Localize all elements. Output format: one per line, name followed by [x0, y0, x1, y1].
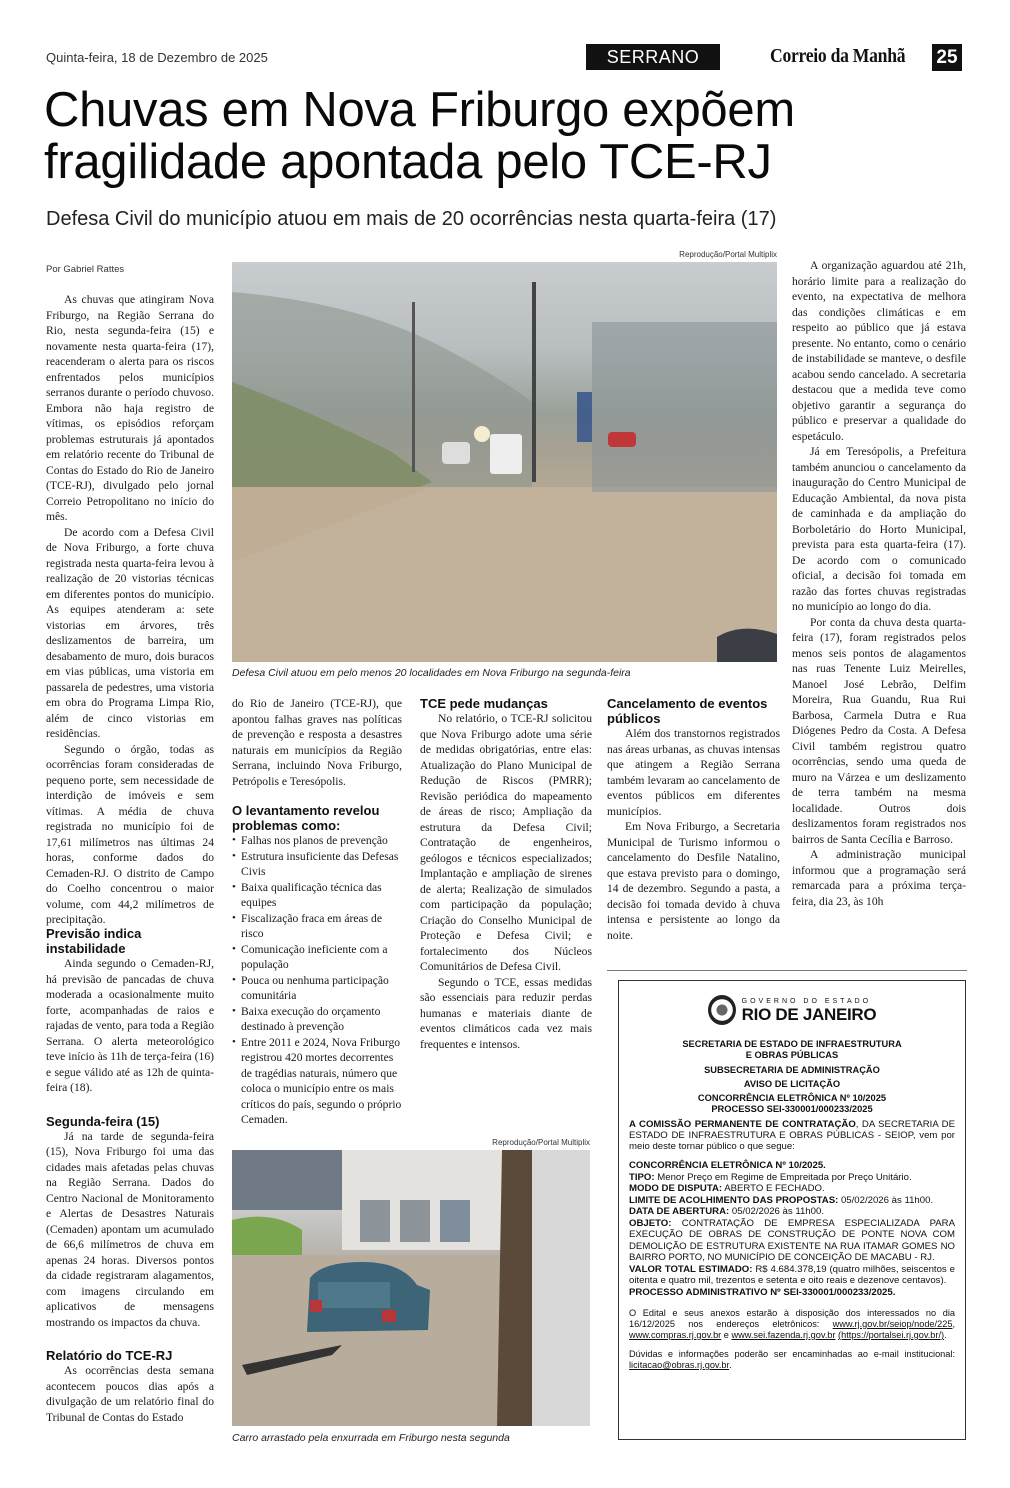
- ad-tipo-value: Menor Preço em Regime de Empreitada por Preço Unitário.: [654, 1171, 912, 1183]
- paragraph: Por conta da chuva desta quarta-feira (17), foram registrados pelos menos seis pontos de alagamentos nas ruas Tenente Luiz Meirelles, Manoel José Lebrão, Delfim Moreira, Rua Guandu, Rua Rui Barbosa, Carmela Dutra e Rua Diógenes Pedro da Costa. A Defesa Civil também registrou quatro ocorrências, sendo uma queda de muro na Várzea e um deslizamento de terra também na mesma localidade. Outros dois deslizamentos foram registrados nos bairros de Santa Cecília e Barroso.: [792, 615, 966, 846]
- email-link[interactable]: licitacao@obras.rj.gov.br: [629, 1360, 730, 1370]
- photo-credit: Reprodução/Portal Multiplix: [679, 250, 777, 259]
- ad-limite-label: LIMITE DE ACOLHIMENTO DAS PROPOSTAS:: [629, 1194, 839, 1206]
- list-item: • Entre 2011 e 2024, Nova Friburgo registrou 420 mortes decorrentes de tragédias naturais, número que coloca o município entre os mais críticos do país, segundo o próprio Cemaden.: [232, 1035, 402, 1128]
- link-portalsei[interactable]: (https://portalsei.rj.gov.br/): [838, 1330, 945, 1340]
- flooded-street-photo: [232, 262, 777, 662]
- ad-abertura-label: DATA DE ABERTURA:: [629, 1206, 730, 1217]
- article-column-4: [607, 696, 780, 943]
- article-column-1: [46, 292, 214, 928]
- ad-edital-text: O Edital e seus anexos estarão à disposição dos interessados no dia 16/12/2025 nos endereços eletrônicos:: [629, 1308, 955, 1329]
- ad-concorrencia-line: CONCORRÊNCIA ELETRÔNICA Nº 10/2025.: [629, 1160, 826, 1171]
- paragraph: As chuvas que atingiram Nova Friburgo, na Região Serrana do Rio, nesta segunda-feira (15) e novamente nesta quarta-feira (17), reacenderam o alerta para os riscos enfrentados pelos municípios serranos durante o período chuvoso. Embora não haja registro de vítimas, os episódios reforçam problemas estruturais já apontados em relatório recente do Tribunal de Contas do Estado do Rio de Janeiro (TCE-RJ), divulgado pelo jornal Correio Petropolitano no início do mês.: [46, 293, 214, 523]
- subheading-relatorio: Relatório do TCE-RJ: [46, 1348, 173, 1363]
- headline: Chuvas em Nova Friburgo expõem fragilidade apontada pelo TCE-RJ: [44, 83, 795, 189]
- car-in-flood-photo: [232, 1150, 590, 1426]
- ad-intro-bold: A COMISSÃO PERMANENTE DE CONTRATAÇÃO: [629, 1119, 856, 1130]
- public-notice-ad: [618, 980, 966, 1440]
- subheading-cancelamento: Cancelamento de eventos públicos: [607, 696, 768, 726]
- logo-top-text: GOVERNO DO ESTADO: [741, 997, 872, 1005]
- flooded-street-illustration: [232, 262, 777, 662]
- paragraph: A organização aguardou até 21h, horário limite para a realização do evento, na expectativa de melhora das condições climáticas e em respeito ao público que já estava presente. No entanto, como o cenário de instabilidade se manteve, o desfile acabou sendo cancelado. A secretaria destacou que a medida teve como objetivo garantir a segurança do público e preservar a qualidade do espetáculo.: [792, 259, 966, 443]
- paragraph: do Rio de Janeiro (TCE-RJ), que apontou falhas graves nas políticas de prevenção e resposta a desastres naturais em municípios da Região Serrana, incluindo Nova Friburgo, Petrópolis e Teresópolis.: [232, 697, 402, 788]
- ad-notice-title: AVISO DE LICITAÇÃO: [743, 1079, 841, 1089]
- link-compras[interactable]: www.compras.rj.gov.br: [629, 1330, 722, 1340]
- subheading-tce: TCE pede mudanças: [420, 696, 548, 711]
- ad-intro: [629, 1119, 955, 1152]
- photo-credit: Reprodução/Portal Multiplix: [492, 1138, 590, 1147]
- byline: Por Gabriel Rattes: [46, 264, 125, 275]
- paragraph: De acordo com a Defesa Civil de Nova Friburgo, a forte chuva registrada nesta quarta-feira levou à realização de 20 vistorias técnicas em diferentes pontos do município. As equipes atenderam a: sete vistorias em árvores, três deslizamentos de barreira, um desabamento de muro, dois buracos em vias públicas, uma vistoria em passarela de pedestres, uma vistoria em obra do Programa Limpa Rio, além de cinco vistorias em residências.: [46, 525, 214, 740]
- link-sei-fazenda[interactable]: www.sei.fazenda.rj.gov.br: [731, 1330, 836, 1340]
- ad-processo-line: PROCESSO ADMINISTRATIVO Nº SEI-330001/000233/2025.: [629, 1286, 896, 1298]
- ad-limite-value: 05/02/2026 às 11h00.: [838, 1194, 934, 1206]
- subheadline: Defesa Civil do município atuou em mais de 20 ocorrências nesta quarta-feira (17): [46, 208, 777, 230]
- edition-date: Quinta-feira, 18 de Dezembro de 2025: [46, 50, 268, 65]
- article-column-5: [792, 258, 966, 909]
- logo-main-text: RIO DE JANEIRO: [741, 1004, 877, 1024]
- problems-list: [232, 833, 402, 1128]
- paragraph: No relatório, o TCE-RJ solicitou que Nova Friburgo adote uma série de medidas obrigatórias, entre elas: Atualização do Plano Municipal de Redução de Riscos (PMRR); Revisão periódica do mapeamento de áreas de risco; Ampliação da estrutura da Defesa Civil; Contratação de engenheiros, geólogos e técnicos especializados; Implantação e ampliação de sirenes de alerta; Realização de simulados com participação da população; Criação do Conselho Municipal de Proteção e Defesa Civil; e fortalecimento dos Núcleos Comunitários de Defesa Civil.: [420, 712, 592, 973]
- list-item: • Comunicação ineficiente com a população: [232, 942, 402, 973]
- list-item: • Fiscalização fraca em áreas de risco: [232, 911, 402, 942]
- paragraph: A administração municipal informou que a programação será remarcada para a próxima terça-feira, dia 23, às 10h: [792, 848, 966, 908]
- photo-caption: Defesa Civil atuou em pelo menos 20 localidades em Nova Friburgo na segunda-feira: [232, 667, 631, 679]
- paragraph: Já em Teresópolis, a Prefeitura também anunciou o cancelamento da inauguração do Centro Municipal de Educação Ambiental, da nova pista de caminhada e da ampliação do Borboletário do Horto Municipal, prevista para esta quarta-feira (17). De acordo com o comunicado oficial, a decisão foi tomada em razão das fortes chuvas registradas no município ao longo do dia.: [792, 445, 966, 613]
- ad-processo: PROCESSO SEI-330001/000233/2025: [711, 1104, 873, 1114]
- ad-valor-label: VALOR TOTAL ESTIMADO:: [629, 1263, 753, 1275]
- link-seiop[interactable]: www.rj.gov.br/seiop/node/225: [832, 1319, 953, 1329]
- paragraph: Já na tarde de segunda-feira (15), Nova Friburgo foi uma das cidades mais afetadas pelas chuvas na Região Serrana. Dados do Centro Nacional de Monitoramento e Alertas de Desastres Naturais (Cemaden) apontam um acumulado de 66,6 milímetros de chuva em apenas 24 horas. Diversos pontos da cidade registraram alagamentos, com imagens circulando em aplicativos de mensagens mostrando os impactos da chuva.: [46, 1129, 214, 1329]
- photo-caption: Carro arrastado pela enxurrada em Friburgo nesta segunda: [232, 1432, 510, 1444]
- subheading-previsao: Previsão indica instabilidade: [46, 926, 142, 956]
- rj-government-logo: [629, 995, 955, 1025]
- ad-modo-value: ABERTO E FECHADO.: [722, 1183, 825, 1194]
- ad-tipo-label: TIPO:: [629, 1171, 655, 1183]
- ad-objeto-value: CONTRATAÇÃO DE EMPRESA ESPECIALIZADA PARA EXECUÇÃO DE OBRAS DE CONSTRUÇÃO DE PONTE NOVA COM DEMOLIÇÃO DE ESTRUTURA EXISTENTE NA RUA ITAMAR GOMES NO BAIRRO PORTO, NO MUNICÍPIO DE CONCEIÇÃO DE MACABU - RJ.: [629, 1217, 955, 1263]
- paragraph: Segundo o TCE, essas medidas são essenciais para reduzir perdas humanas e materiais diante de eventos climáticos cada vez mais frequentes e intensos.: [420, 975, 592, 1051]
- list-item: • Estrutura insuficiente das Defesas Civis: [232, 849, 402, 880]
- paragraph: As ocorrências desta semana acontecem poucos dias após a divulgação de um relatório final do Tribunal de Contas do Estado: [46, 1364, 214, 1424]
- ad-objeto-label: OBJETO:: [629, 1217, 672, 1229]
- ad-duvidas: Dúvidas e informações poderão ser encaminhadas ao e-mail institucional: licitacao@obras.rj.gov.br.: [629, 1349, 955, 1370]
- newspaper-logo: Correio da Manhã: [770, 45, 906, 67]
- ad-divider: [607, 970, 967, 971]
- paragraph: Em Nova Friburgo, a Secretaria Municipal de Turismo informou o cancelamento do Desfile Natalino, que estava previsto para o domingo, 14 de dezembro. Segundo a pasta, a decisão foi tomada devido à chuva intensa e persistente ao longo da noite.: [607, 820, 780, 942]
- ad-intro-rest: , DA SECRETARIA DE ESTADO DE INFRAESTRUTURA E OBRAS PÚBLICAS - SEIOP, vem por meio deste tornar público o que segue:: [629, 1119, 955, 1152]
- ad-org-line1: SECRETARIA DE ESTADO DE INFRAESTRUTURA: [682, 1039, 902, 1049]
- list-item: • Baixa qualificação técnica das equipes: [232, 880, 402, 911]
- ad-edital: O Edital e seus anexos estarão à disposição dos interessados no dia 16/12/2025 nos endereços eletrônicos: www.rj.gov.br/seiop/node/225, www.compras.rj.gov.br e www.sei.fazenda.rj.gov.br (https://portalsei.rj.gov.br/).: [629, 1308, 955, 1340]
- ad-sub: SUBSECRETARIA DE ADMINISTRAÇÃO: [704, 1065, 880, 1075]
- state-seal-icon: [708, 995, 736, 1025]
- paragraph: Além dos transtornos registrados nas áreas urbanas, as chuvas intensas que atingem a Região Serrana também levaram ao cancelamento de eventos públicos em diferentes municípios.: [607, 727, 780, 818]
- section-label: SERRANO: [586, 44, 720, 70]
- ad-modo-label: MODO DE DISPUTA:: [629, 1183, 723, 1194]
- ad-org: [629, 1039, 955, 1061]
- ad-valor-value: R$ 4.684.378,19 (quatro milhões, seiscentos e oitenta e quatro mil, trezentos e setenta e oito reais e dezenove centavos).: [629, 1263, 955, 1286]
- article-column-1-continued: [46, 926, 214, 1425]
- article-column-2: [232, 696, 402, 1128]
- list-item: • Pouca ou nenhuma participação comunitária: [232, 973, 402, 1004]
- paragraph: Ainda segundo o Cemaden-RJ, há previsão de pancadas de chuva moderada a ocasionalmente muito forte, acompanhadas de raios e rajadas de vento, para toda a Região Serrana. O alerta meteorológico teve início às 11h de terça-feira (16) e segue válido até as 12h de quinta-feira (18).: [46, 957, 214, 1094]
- subheading-levantamento: O levantamento revelou problemas como:: [232, 803, 380, 833]
- list-item: • Falhas nos planos de prevenção: [232, 833, 402, 849]
- article-column-3: [420, 696, 592, 1052]
- paragraph: Segundo o órgão, todas as ocorrências foram consideradas de pequeno porte, sem necessidade de interdição de imóveis e sem vítimas. A média de chuva registrada no município foi de 17,61 milímetros nas últimas 24 horas, conforme dados do Cemaden-RJ. O distrito de Campo do Coelho concentrou o maior volume, com 44,2 milímetros de precipitação.: [46, 742, 214, 926]
- list-item: • Baixa execução do orçamento destinado à prevenção: [232, 1004, 402, 1035]
- subheading-segunda-feira: Segunda-feira (15): [46, 1113, 160, 1129]
- ad-concorrencia: CONCORRÊNCIA ELETRÔNICA Nº 10/2025: [697, 1093, 887, 1103]
- ad-details: [629, 1160, 955, 1298]
- ad-duvidas-text: Dúvidas e informações poderão ser encaminhadas ao e-mail institucional:: [629, 1349, 955, 1359]
- ad-org-line2: E OBRAS PÚBLICAS: [745, 1050, 839, 1060]
- page-number: 25: [932, 44, 962, 71]
- car-in-flood-illustration: [232, 1150, 590, 1426]
- ad-abertura-value: 05/02/2026 às 11h00.: [729, 1206, 824, 1217]
